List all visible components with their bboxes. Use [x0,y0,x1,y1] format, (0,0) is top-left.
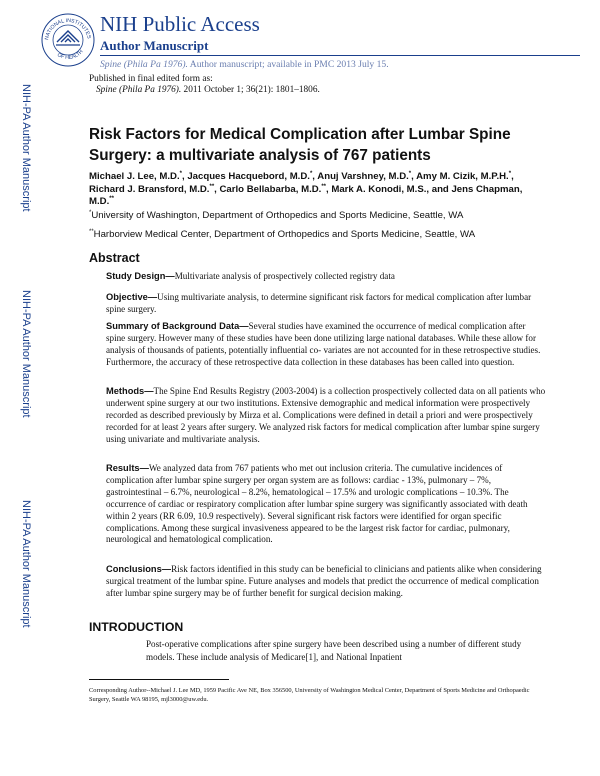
nih-logo [40,12,96,68]
side-label-1: NIH-PA Author Manuscript [20,84,32,212]
abstract-background [106,321,546,369]
author-separator: , [214,183,220,195]
availability-text: Author manuscript; available in PMC 2013 July 15. [187,59,389,70]
abstract-results [106,463,546,546]
section-label: Objective— [106,292,158,302]
section-text: Several studies have examined the occurrence of medical complication after spine surgery. However many of these studies have been done utilizing large national databases. While these allow for analysis of thousands of patients, potentially influential co- variates are not accounted for in these retrospective studies. Furthermore, the accuracy of these retrospective data collection in these databases has been called into question. [106,321,541,367]
affiliation-text: University of Washington, Department of Orthopedics and Sports Medicine, Seattle, WA [91,210,464,221]
section-label: Results— [106,463,149,473]
author-name: Richard J. Bransford, M.D. [89,183,210,195]
author-name: Jens Chapman, M.D. [89,183,523,207]
author-name: Jacques Hacquebord, M.D. [187,171,310,182]
section-label: Summary of Background Data— [106,321,249,331]
author-affil-mark: * [179,171,182,177]
author-affil-mark: * [508,171,512,177]
section-text: The Spine End Results Registry (2003-2004) is a collection prospectively collected data on all patients who underwent spine surgery at our two institutions. Extensive demographic and medical information were prospectively recorded as described previously by Mirza et al. Complications were defined in detail a priori and were prospectively recorded for at least 2 years after surgery. We analyzed risk factors for medical complication after lumbar spine surgery using univariate and multivariate analysis. [106,386,546,444]
author-affil-mark: ** [109,196,114,202]
citation-line [96,85,320,95]
section-text: Risk factors identified in this study can be beneficial to clinicians and patients alike when considering surgical treatment of the lumbar spine. Future analyses and models that predict the occurrence of medical complication after lumbar spine surgery may be of further benefit for surgical decision making. [106,564,542,598]
section-label: Methods— [106,386,154,396]
introduction-text: Post-operative complications after spine surgery have been described using a number of different study models. These include analysis of Medicare[1], and National Inpatient [146,639,522,662]
header-divider [100,55,580,56]
affiliation-1 [89,210,463,222]
side-label-3: NIH-PA Author Manuscript [20,500,32,628]
citation-details: 2011 October 1; 36(21): 1801–1806. [181,85,320,95]
affiliation-text: Harborview Medical Center, Department of Orthopedics and Sports Medicine, Seattle, WA [93,229,476,240]
author-name: Michael J. Lee, M.D. [89,171,180,182]
author-affil-mark: * [309,171,313,177]
author-name: Carlo Bellabarba, M.D. [219,183,322,195]
author-separator: , [326,183,332,195]
section-text: Multivariate analysis of prospectively collected registry data [174,271,395,281]
affiliation-mark: * [89,210,92,216]
nih-public-access-title: NIH Public Access [100,12,260,36]
author-separator: , [411,171,417,182]
abstract-heading: Abstract [89,251,140,265]
author-manuscript-label: Author Manuscript [100,38,209,53]
corresponding-author-footnote: Corresponding Author--Michael J. Lee MD, 1959 Pacific Ave NE, Box 356500, University of Washington Medical Center, Department of Sports Medicine and Orthopaedic Surgery, Seattle WA 98195, mjl3000@uw.edu. [89,687,530,703]
author-affil-mark: * [408,171,412,177]
author-name: Amy M. Cizik, M.P.H. [416,171,509,182]
svg-text:OF HEALTH: OF HEALTH [56,48,85,61]
section-label: Conclusions— [106,564,172,574]
side-label-2: NIH-PA Author Manuscript [20,290,32,418]
author-name: Mark A. Konodi, M.S. [331,183,427,195]
svg-text:NATIONAL INSTITUTES: NATIONAL INSTITUTES [44,17,92,41]
affiliation-2 [89,229,475,241]
affiliation-mark: ** [89,229,94,235]
section-text: We analyzed data from 767 patients who met out inclusion criteria. The cumulative incidences of complication after lumbar spine surgery per organ system are as follows: cardiac - 13%, pulmonary – 7%, gastrointestinal – 6.7%, neurological – 8.2%, hematological – 17.5% and urologic complications – 10.3%. The occurrence of cardiac or respiratory complication after lumbar spine surgery was significantly associated with death within 2 years (RR 6.09, 10.9 respectively). Several significant risk factors were identified for organ specific complications. Among these surgical invasiveness appeared to be the largest risk factor for cardiac, pulmonary, neurological and hematological complication. [106,463,528,545]
author-separator: , and [426,183,452,195]
author-list [89,171,549,209]
author-name: Anuj Varshney, M.D. [317,171,409,182]
abstract-objective [106,292,546,316]
journal-availability-line [100,59,389,70]
footnote-divider [89,679,229,680]
abstract-study-design [106,271,546,283]
abstract-conclusions [106,564,546,600]
section-label: Study Design— [106,271,175,281]
author-separator: , [181,171,188,182]
abstract-methods [106,386,546,446]
article-title: Risk Factors for Medical Complication after Lumbar Spine Surgery: a multivariate analysis of 767 patients [89,126,511,164]
introduction-heading: INTRODUCTION [89,620,184,634]
journal-abbrev: Spine (Phila Pa 1976). [100,59,188,70]
published-in-label: Published in final edited form as: [89,74,213,84]
author-affil-mark: ** [209,183,215,190]
author-separator: , [511,171,514,182]
section-text: Using multivariate analysis, to determine significant risk factors for medical complication after lumbar spine surgery. [106,292,532,314]
author-affil-mark: ** [321,183,326,190]
citation-journal: Spine (Phila Pa 1976). [96,85,182,95]
author-separator: , [312,171,318,182]
